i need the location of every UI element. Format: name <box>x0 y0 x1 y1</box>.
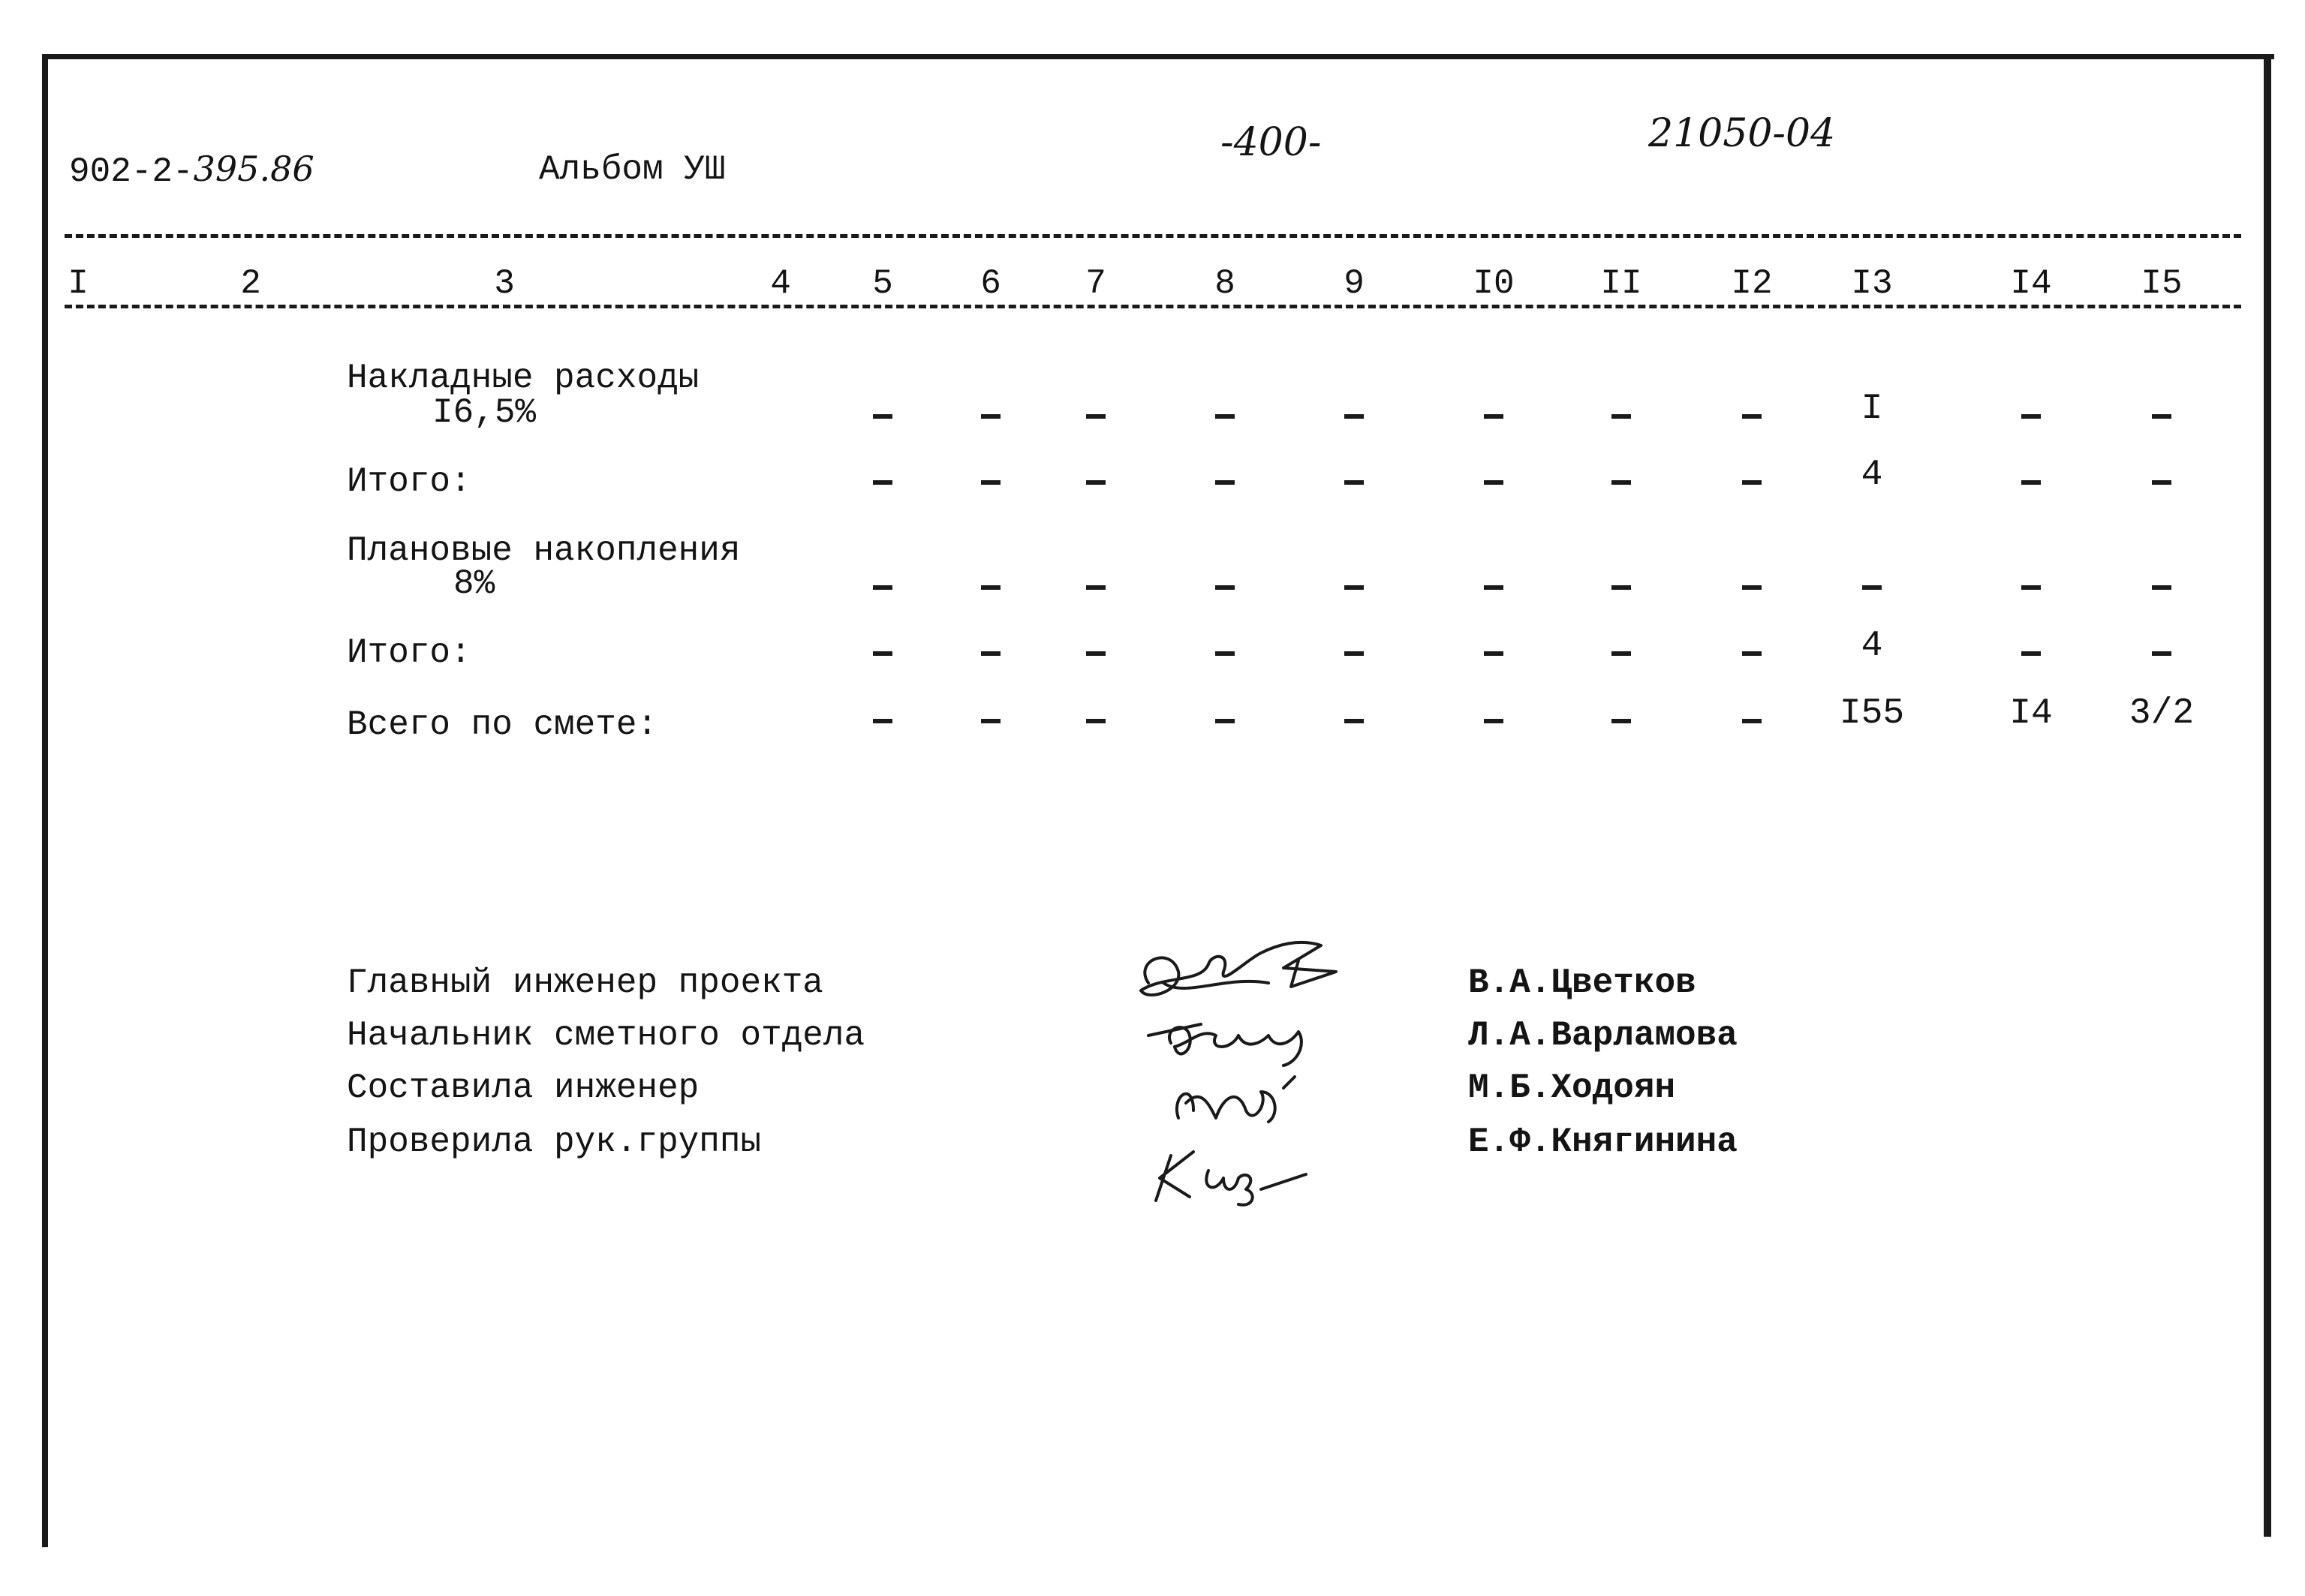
table-cell-dash <box>2152 585 2171 590</box>
signer-name: М.Б.Ходоян <box>1468 1069 1676 1108</box>
table-cell-dash <box>2021 480 2041 485</box>
table-cell-dash <box>981 480 1001 485</box>
table-cell-dash <box>2021 651 2041 656</box>
column-number: 6 <box>980 264 1001 303</box>
row-label: Всего по смете: <box>347 705 658 744</box>
table-cell-dash <box>873 585 892 590</box>
frame-right-border <box>2264 57 2271 1537</box>
signer-position: Начальник сметного отдела <box>347 1016 865 1055</box>
doc-number: 21050-04 <box>1648 111 1836 156</box>
row-label: Накладные расходы <box>347 359 700 398</box>
signer-position: Проверила рук.группы <box>347 1123 762 1162</box>
row-sublabel: I6,5% <box>432 393 537 432</box>
column-number: II <box>1600 264 1642 303</box>
table-cell-dash <box>1215 480 1235 485</box>
table-cell-dash <box>1742 719 1762 723</box>
table-cell-dash <box>873 480 892 485</box>
row-label: Итого: <box>347 633 471 672</box>
table-cell-dash <box>1484 719 1503 723</box>
table-cell-dash <box>1344 651 1364 656</box>
table-cell-value: I <box>1861 389 1883 429</box>
handwritten-signatures <box>1118 930 1359 1216</box>
signer-position: Главный инженер проекта <box>347 963 823 1002</box>
column-number: 5 <box>872 264 893 303</box>
table-cell-dash <box>981 585 1001 590</box>
column-number: 3 <box>494 264 515 303</box>
table-cell-dash <box>1086 414 1106 419</box>
doc-code-prefix: 902-2- <box>69 152 194 191</box>
column-number: 2 <box>240 264 261 303</box>
table-cell-dash <box>981 719 1001 723</box>
table-cell-dash <box>1611 414 1631 419</box>
table-cell-dash <box>873 719 892 723</box>
table-cell-dash <box>2021 585 2041 590</box>
table-cell-dash <box>1611 480 1631 485</box>
column-number: I2 <box>1731 264 1773 303</box>
row-label: Плановые накопления <box>347 531 741 570</box>
table-cell-dash <box>1215 585 1235 590</box>
table-cell-dash <box>1215 719 1235 723</box>
column-number: 8 <box>1214 264 1235 303</box>
column-number: I0 <box>1473 264 1515 303</box>
column-number: I4 <box>2010 264 2052 303</box>
column-numbers-underline <box>65 305 2241 308</box>
signer-position: Составила инженер <box>347 1069 700 1108</box>
table-cell-dash <box>2152 414 2171 419</box>
table-cell-dash <box>1862 585 1882 590</box>
table-cell-dash <box>1484 651 1503 656</box>
frame-top-border <box>44 54 2274 59</box>
signer-name: В.А.Цветков <box>1468 963 1696 1002</box>
table-cell-dash <box>1611 651 1631 656</box>
table-cell-dash <box>1742 480 1762 485</box>
table-cell-dash <box>1344 480 1364 485</box>
column-number: I3 <box>1851 264 1893 303</box>
doc-code-handwritten: 395.86 <box>193 149 314 189</box>
column-number: 4 <box>770 264 791 303</box>
frame-left-border <box>42 54 48 1547</box>
row-sublabel: 8% <box>453 564 495 603</box>
row-label: Итого: <box>347 462 471 501</box>
table-cell-dash <box>1086 585 1106 590</box>
table-cell-value: I4 <box>2009 693 2053 734</box>
table-cell-dash <box>1611 719 1631 723</box>
table-cell-dash <box>1344 414 1364 419</box>
table-cell-dash <box>1086 651 1106 656</box>
table-cell-dash <box>1215 651 1235 656</box>
table-cell-dash <box>1086 480 1106 485</box>
table-cell-dash <box>1344 719 1364 723</box>
table-cell-dash <box>2152 480 2171 485</box>
table-cell-dash <box>2152 651 2171 656</box>
table-cell-dash <box>981 651 1001 656</box>
column-number: I5 <box>2141 264 2183 303</box>
header-dashed-rule <box>65 234 2241 238</box>
table-cell-dash <box>981 414 1001 419</box>
column-number: 7 <box>1085 264 1106 303</box>
table-cell-dash <box>1484 585 1503 590</box>
table-cell-dash <box>1742 651 1762 656</box>
table-cell-dash <box>1611 585 1631 590</box>
table-cell-dash <box>1215 414 1235 419</box>
signer-name: Е.Ф.Княгинина <box>1468 1123 1738 1162</box>
album-title: Альбом УШ <box>539 150 726 189</box>
table-cell-dash <box>1086 719 1106 723</box>
table-cell-dash <box>1484 414 1503 419</box>
table-cell-value: I55 <box>1839 693 1905 734</box>
table-cell-dash <box>1484 480 1503 485</box>
table-cell-dash <box>1742 585 1762 590</box>
table-cell-value: 4 <box>1861 455 1883 495</box>
signer-name: Л.А.Варламова <box>1468 1016 1738 1055</box>
doc-code <box>69 149 314 191</box>
table-cell-dash <box>1742 414 1762 419</box>
column-number: I <box>68 264 89 303</box>
table-cell-dash <box>1344 585 1364 590</box>
page-number: -400- <box>1220 120 1322 165</box>
column-number: 9 <box>1344 264 1365 303</box>
table-cell-value: 3/2 <box>2129 693 2195 734</box>
table-cell-dash <box>2021 414 2041 419</box>
table-cell-dash <box>873 651 892 656</box>
table-cell-dash <box>873 414 892 419</box>
table-cell-value: 4 <box>1861 626 1883 666</box>
